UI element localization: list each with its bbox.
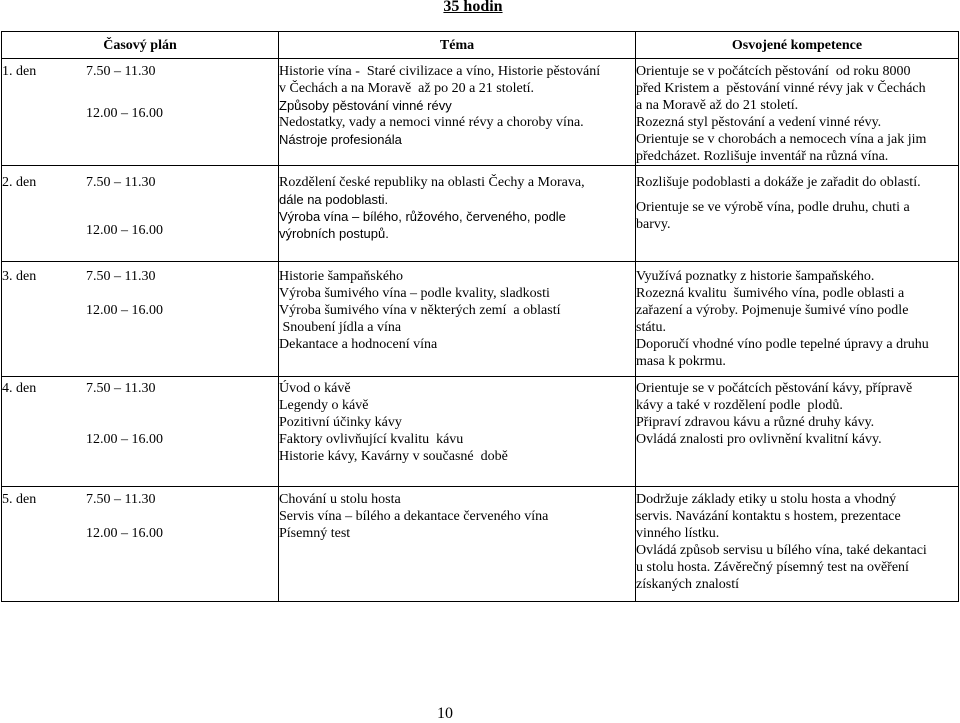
schedule-cell: [2, 166, 279, 262]
time-morning: 7.50 – 11.30: [86, 175, 156, 190]
document-title: 35 hodin: [443, 0, 503, 15]
competence-cell: [636, 487, 959, 602]
competence-line: Orientuje se ve výrobě vína, podle druhu, chuti a: [636, 200, 910, 215]
topic-line: Výroba vína – bílého, růžového, červeného, podle: [279, 209, 566, 224]
competence-line: u stolu hosta. Závěrečný písemný test na ověření: [636, 560, 909, 575]
topic-line: Pozitivní účinky kávy: [279, 415, 402, 430]
time-morning: 7.50 – 11.30: [86, 269, 156, 284]
schedule-cell: [2, 377, 279, 487]
competence-line: před Kristem a pěstování vinné révy jak v Čechách: [636, 81, 926, 96]
topic-cell: [279, 166, 636, 262]
topic-line: Faktory ovlivňující kvalitu kávu: [279, 432, 464, 447]
competence-line: masa k pokrmu.: [636, 354, 726, 369]
topic-line: Historie vína - Staré civilizace a víno, Historie pěstování: [279, 64, 601, 79]
competence-line: a na Moravě až do 21 století.: [636, 98, 799, 113]
topic-line: Chování u stolu hosta: [279, 492, 401, 507]
competence-line: Dodržuje základy etiky u stolu hosta a vhodný: [636, 492, 897, 507]
header-competences: Osvojené kompetence: [636, 32, 959, 59]
table-header-row: [2, 32, 959, 59]
competence-line: státu.: [636, 320, 666, 335]
competence-line: Orientuje se v počátcích pěstování kávy, přípravě: [636, 381, 913, 396]
competence-line: Doporučí vhodné víno podle tepelné úpravy a druhu: [636, 337, 929, 352]
topic-cell: [279, 59, 636, 166]
time-afternoon: 12.00 – 16.00: [86, 223, 163, 238]
competence-line: vinného lístku.: [636, 526, 720, 541]
topic-line: Rozdělení české republiky na oblasti Čechy a Morava,: [279, 175, 585, 190]
competence-line: barvy.: [636, 217, 671, 232]
competence-cell: [636, 377, 959, 487]
competence-line: Využívá poznatky z historie šampaňského.: [636, 269, 875, 284]
competence-line: servis. Navázání kontaktu s hostem, prezentace: [636, 509, 901, 524]
topic-line: v Čechách a na Moravě až po 20 a 21 století.: [279, 81, 535, 96]
topic-line: Legendy o kávě: [279, 398, 369, 413]
competence-line: Ovládá způsob servisu u bílého vína, také dekantaci: [636, 543, 927, 558]
time-morning: 7.50 – 11.30: [86, 492, 156, 507]
competence-cell: [636, 166, 959, 262]
day-label: 1. den: [2, 64, 37, 79]
schedule-cell: [2, 262, 279, 377]
schedule-cell: [2, 487, 279, 602]
topic-line: Způsoby pěstování vinné révy: [279, 98, 452, 113]
competence-line: Ovládá znalosti pro ovlivnění kvalitní kávy.: [636, 432, 882, 447]
table-row: [2, 166, 959, 262]
topic-line: Historie kávy, Kavárny v současné době: [279, 449, 508, 464]
header-schedule: Časový plán: [2, 32, 279, 59]
competence-cell: [636, 262, 959, 377]
competence-line: kávy a také v rozdělení podle plodů.: [636, 398, 843, 413]
time-morning: 7.50 – 11.30: [86, 381, 156, 396]
table-row: [2, 377, 959, 487]
topic-line: Výroba šumivého vína v některých zemí a oblastí: [279, 303, 561, 318]
topic-line: Servis vína – bílého a dekantace červeného vína: [279, 509, 549, 524]
topic-line: dále na podoblasti.: [279, 192, 389, 207]
competence-line: Připraví zdravou kávu a různé druhy kávy.: [636, 415, 875, 430]
competence-line: předcházet. Rozlišuje inventář na různá vína.: [636, 149, 889, 164]
topic-line: Nástroje profesionála: [279, 132, 402, 147]
time-afternoon: 12.00 – 16.00: [86, 106, 163, 121]
competence-line: zařazení a výroby. Pojmenuje šumivé víno podle: [636, 303, 909, 318]
day-label: 2. den: [2, 175, 37, 190]
time-afternoon: 12.00 – 16.00: [86, 303, 163, 318]
day-label: 4. den: [2, 381, 37, 396]
table-row: [2, 262, 959, 377]
time-morning: 7.50 – 11.30: [86, 64, 156, 79]
competence-cell: [636, 59, 959, 166]
day-label: 3. den: [2, 269, 37, 284]
time-afternoon: 12.00 – 16.00: [86, 526, 163, 541]
page-number: 10: [437, 705, 453, 722]
schedule-table: [1, 31, 959, 602]
topic-cell: [279, 487, 636, 602]
competence-line: získaných znalostí: [636, 577, 740, 592]
competence-line: Orientuje se v chorobách a nemocech vína a jak jim: [636, 132, 927, 147]
competence-line: [636, 191, 958, 199]
topic-cell: [279, 377, 636, 487]
time-afternoon: 12.00 – 16.00: [86, 432, 163, 447]
schedule-cell: [2, 59, 279, 166]
competence-line: Orientuje se v počátcích pěstování od roku 8000: [636, 64, 911, 79]
table-row: [2, 59, 959, 166]
day-label: 5. den: [2, 492, 37, 507]
topic-cell: [279, 262, 636, 377]
competence-line: Rozlišuje podoblasti a dokáže je zařadit do oblastí.: [636, 175, 921, 190]
competence-line: Rozezná styl pěstování a vedení vinné révy.: [636, 115, 882, 130]
topic-line: Historie šampaňského: [279, 269, 404, 284]
topic-line: Dekantace a hodnocení vína: [279, 337, 438, 352]
topic-line: Nedostatky, vady a nemoci vinné révy a choroby vína.: [279, 115, 584, 130]
topic-line: Písemný test: [279, 526, 351, 541]
table-row: [2, 487, 959, 602]
header-topic: Téma: [279, 32, 636, 59]
topic-line: Úvod o kávě: [279, 381, 351, 396]
topic-line: výrobních postupů.: [279, 226, 389, 241]
competence-line: Rozezná kvalitu šumivého vína, podle oblasti a: [636, 286, 905, 301]
topic-line: Snoubení jídla a vína: [279, 320, 402, 335]
topic-line: Výroba šumivého vína – podle kvality, sladkosti: [279, 286, 550, 301]
